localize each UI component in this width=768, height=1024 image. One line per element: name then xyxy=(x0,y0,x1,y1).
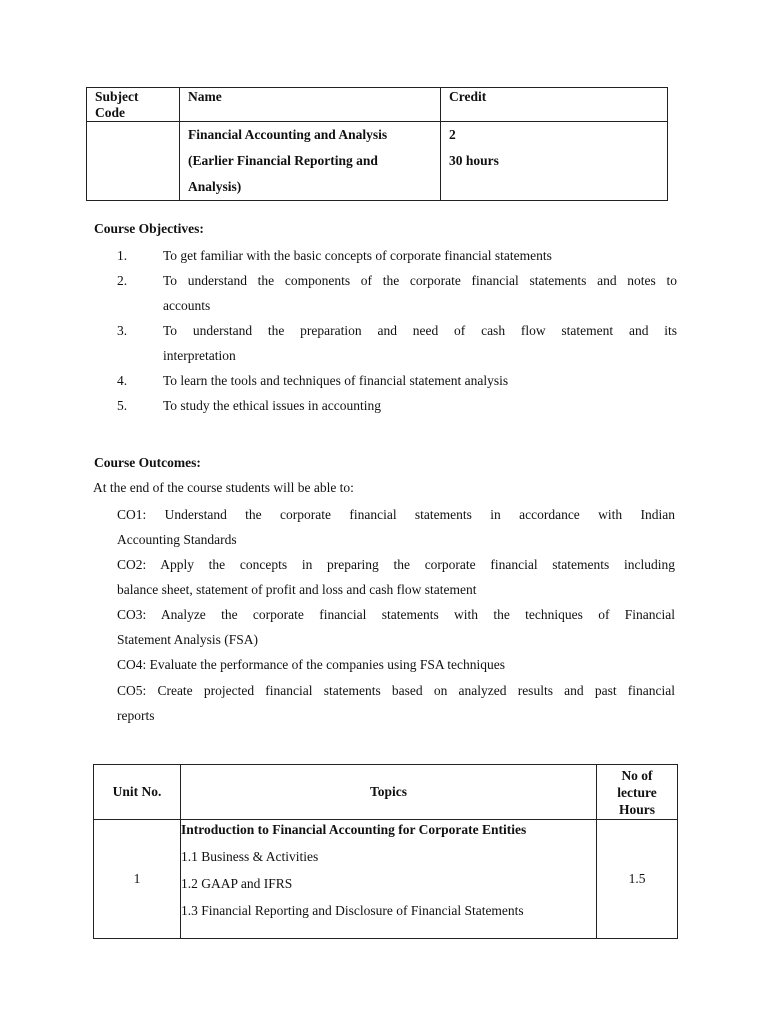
outcome-line: CO2: Apply the concepts in preparing the corporate financial statements including xyxy=(117,557,675,572)
header-name: Name xyxy=(180,88,441,122)
outcomes-intro: At the end of the course students will be able to: xyxy=(93,480,354,495)
table-row xyxy=(94,820,678,939)
outcome-line: CO3: Analyze the corporate financial statements with the techniques of Financial xyxy=(117,607,675,622)
header-lecture-hours xyxy=(597,765,678,820)
header-hours-line: lecture xyxy=(617,784,657,800)
outcome-line: balance sheet, statement of profit and loss and cash flow statement xyxy=(117,582,477,597)
outcome-line: Accounting Standards xyxy=(117,532,237,547)
subject-table-header-row xyxy=(87,88,668,122)
subject-table-row xyxy=(87,122,668,201)
units-table xyxy=(93,764,678,939)
subject-name-line: (Earlier Financial Reporting and xyxy=(188,153,378,168)
objective-text: To learn the tools and techniques of financial statement analysis xyxy=(163,373,509,388)
outcome-item xyxy=(117,602,675,652)
outcome-line: CO1: Understand the corporate financial statements in accordance with Indian xyxy=(117,507,675,522)
outcome-line: Statement Analysis (FSA) xyxy=(117,632,258,647)
objective-text: To study the ethical issues in accounting xyxy=(163,398,382,413)
outcome-line: CO4: Evaluate the performance of the companies using FSA techniques xyxy=(117,657,506,672)
objective-item xyxy=(117,268,677,318)
objective-number: 2. xyxy=(117,273,128,288)
objectives-title: Course Objectives: xyxy=(94,221,204,236)
header-subject-code: Subject Code xyxy=(87,88,180,122)
topic-item: 1.2 GAAP and IFRS xyxy=(181,876,293,891)
header-credit: Credit xyxy=(441,88,668,122)
subject-name-line: Analysis) xyxy=(188,179,242,194)
credit-hours: 30 hours xyxy=(449,153,499,168)
outcomes-title: Course Outcomes: xyxy=(94,455,201,470)
objective-text: To understand the preparation and need of cash flow statement and its xyxy=(163,323,677,338)
objective-item xyxy=(117,368,677,393)
outcome-item xyxy=(117,678,675,728)
outcome-line: reports xyxy=(117,708,155,723)
credit-value: 2 xyxy=(449,127,456,142)
subject-name-line: Financial Accounting and Analysis xyxy=(188,127,388,142)
topic-item: 1.1 Business & Activities xyxy=(181,849,319,864)
topic-item: 1.3 Financial Reporting and Disclosure of Financial Statements xyxy=(181,903,524,918)
lecture-hours-cell: 1.5 xyxy=(597,820,678,939)
outcome-item xyxy=(117,502,675,552)
objective-item xyxy=(117,243,677,268)
objective-number: 3. xyxy=(117,323,128,338)
objective-item xyxy=(117,393,677,418)
header-hours-line: No of xyxy=(621,767,653,783)
subject-name-cell xyxy=(180,122,441,201)
credit-cell xyxy=(441,122,668,201)
objective-number: 4. xyxy=(117,373,128,388)
header-hours-line: Hours xyxy=(618,801,655,817)
units-table-header-row xyxy=(94,765,678,820)
unit-title: Introduction to Financial Accounting for Corporate Entities xyxy=(181,822,527,837)
objective-text-cont: accounts xyxy=(163,298,211,313)
subject-code-cell xyxy=(87,122,180,201)
objective-text-cont: interpretation xyxy=(163,348,236,363)
header-unit-no: Unit No. xyxy=(94,765,181,820)
outcome-item xyxy=(117,652,675,677)
objective-item xyxy=(117,318,677,368)
objective-number: 1. xyxy=(117,248,128,263)
outcome-item xyxy=(117,552,675,602)
unit-number-cell: 1 xyxy=(94,820,181,939)
subject-table xyxy=(86,87,668,201)
header-topics: Topics xyxy=(181,765,597,820)
outcome-line: CO5: Create projected financial statements based on analyzed results and past financial xyxy=(117,683,675,698)
topics-cell xyxy=(181,820,597,939)
objective-text: To get familiar with the basic concepts of corporate financial statements xyxy=(163,248,552,263)
objective-text: To understand the components of the corporate financial statements and notes to xyxy=(163,273,677,288)
objective-number: 5. xyxy=(117,398,128,413)
